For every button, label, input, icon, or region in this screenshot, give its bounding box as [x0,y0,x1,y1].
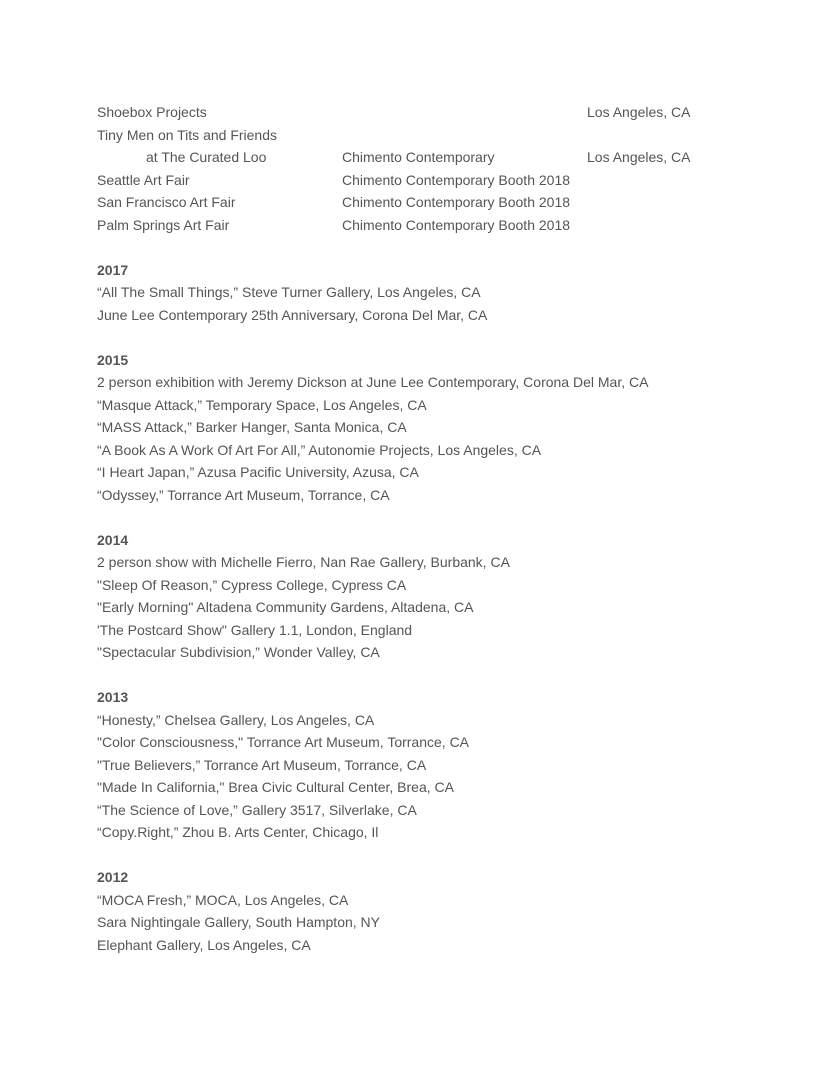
list-item: 2 person show with Michelle Fierro, Nan Rae Gallery, Burbank, CA [97,554,510,570]
list-item: "Early Morning" Altadena Community Gardens, Altadena, CA [97,599,474,615]
entry-row [97,146,737,169]
list-item: Sara Nightingale Gallery, South Hampton, NY [97,914,380,930]
section-spacer [97,664,737,687]
list-item: June Lee Contemporary 25th Anniversary, Corona Del Mar, CA [97,306,488,323]
list-item: "Made In California," Brea Civic Cultural Center, Brea, CA [97,779,454,795]
entry-row [97,101,737,124]
list-item: “Copy.Right,” Zhou B. Arts Center, Chicago, Il [97,824,379,840]
list-item: “Odyssey,” Torrance Art Museum, Torrance, CA [97,486,390,503]
list-item: "Sleep Of Reason,” Cypress College, Cypress CA [97,576,407,593]
entry-venue: San Francisco Art Fair [97,194,236,210]
entry-venue: Shoebox Projects [97,104,207,120]
list-item: 2 person exhibition with Jeremy Dickson at June Lee Contemporary, Corona Del Mar, CA [97,374,649,390]
list-item: Elephant Gallery, Los Angeles, CA [97,936,311,953]
entry-row [97,214,737,237]
list-item: “MOCA Fresh,” MOCA, Los Angeles, CA [97,891,349,908]
year-heading: 2017 [97,261,129,278]
entry-gallery: Chimento Contemporary Booth 2018 [342,171,571,188]
section-spacer [97,236,737,259]
exhibition-list [97,101,737,956]
entry-location: Los Angeles, CA [587,149,691,165]
section-spacer [97,506,737,529]
entry-venue: at The Curated Loo [146,149,267,165]
section-spacer [97,326,737,349]
list-item: "Color Consciousness," Torrance Art Museum, Torrance, CA [97,734,470,750]
list-item: “I Heart Japan,” Azusa Pacific University, Azusa, CA [97,464,419,480]
list-item: “The Science of Love,” Gallery 3517, Silverlake, CA [97,801,417,818]
year-heading: 2015 [97,351,129,368]
list-item: “MASS Attack,” Barker Hanger, Santa Monica, CA [97,419,407,435]
entry-venue: Seattle Art Fair [97,171,190,188]
year-heading: 2012 [97,869,129,885]
list-item: "True Believers,” Torrance Art Museum, Torrance, CA [97,756,427,773]
list-item: "Spectacular Subdivision,” Wonder Valley, CA [97,644,380,660]
list-item: “Honesty,” Chelsea Gallery, Los Angeles, CA [97,711,375,728]
list-item: “Masque Attack,” Temporary Space, Los Angeles, CA [97,396,427,413]
entry-row [97,124,737,147]
entry-venue: Tiny Men on Tits and Friends [97,126,278,143]
list-item: “A Book As A Work Of Art For All,” Autonomie Projects, Los Angeles, CA [97,441,542,458]
year-heading: 2013 [97,689,129,705]
year-heading: 2014 [97,531,129,548]
entry-gallery: Chimento Contemporary Booth 2018 [342,216,571,233]
entry-gallery: Chimento Contemporary Booth 2018 [342,194,571,210]
section-spacer [97,844,737,867]
list-item: 'The Postcard Show" Gallery 1.1, London, England [97,621,413,638]
entry-row [97,191,737,214]
entry-location: Los Angeles, CA [587,104,691,120]
entry-venue: Palm Springs Art Fair [97,216,230,233]
entry-row [97,169,737,192]
list-item: “All The Small Things,” Steve Turner Gallery, Los Angeles, CA [97,284,481,300]
entry-gallery: Chimento Contemporary [342,149,495,165]
